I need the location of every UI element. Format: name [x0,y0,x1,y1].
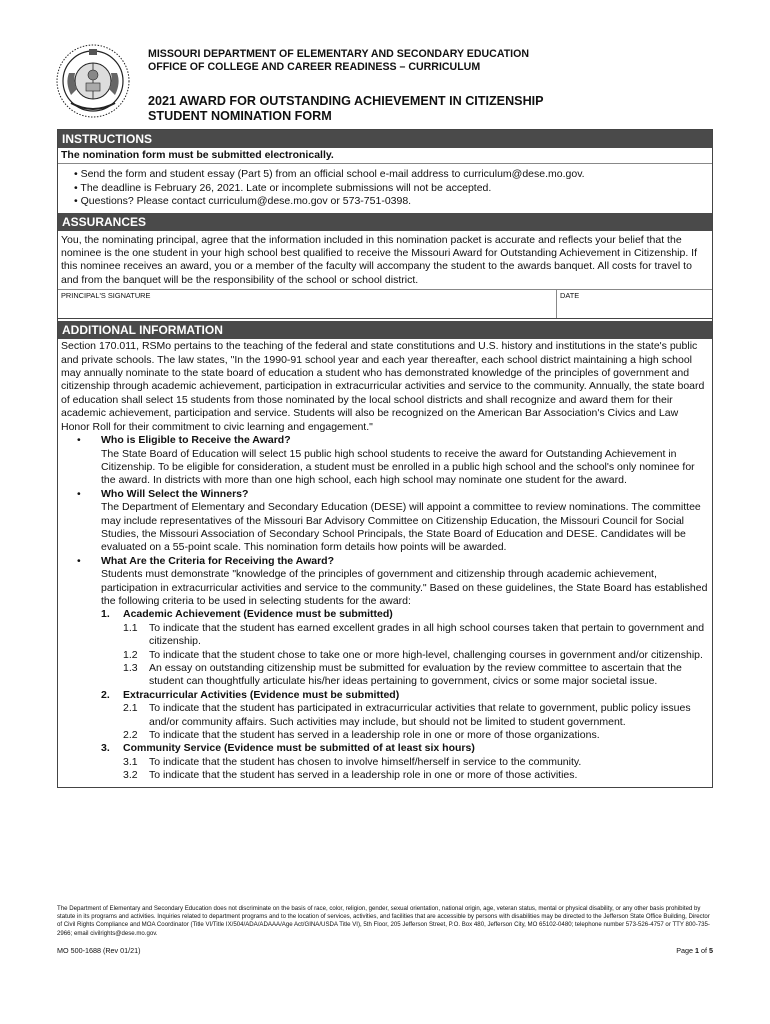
sub-criterion [123,729,709,742]
additional-heading: ADDITIONAL INFORMATION [58,321,712,339]
nondiscrimination-notice: The Department of Elementary and Secondary Education does not discriminate on the basis of race, color, religion, gender, sexual orientation, national origin, age, veteran status, mental or physical disability, or any other basis prohibited by statute in its programs and activities. Inquiries related to department programs and to the location of services, activities, and facilities that are accessible by persons with disabilities may be directed to the Jefferson State Office Building, Director of Civil Rights Compliance and MOA Coordinator (Title VI/Title IX/504/ADA/ADAAA/Age Act/GINA/USDA Title VI), 5th Floor, 205 Jefferson Street, P.O. Box 480, Jefferson City, MO 65102-0480; telephone number 573-526-4757 or TTY 800-735-2966; email civilrights@dese.mo.gov. [57,905,710,937]
additional-body [58,339,712,786]
sub-criterion [123,649,709,662]
additional-intro: Section 170.011, RSMo pertains to the teaching of the federal and state constitutions and U.S. history and institutions in the state's public and private schools. The law states, "In the 1990-91 school year and each year thereafter, each school district maintaining a high school may annually nominate to the state board of education a student who has demonstrated knowledge of the principles of government and citizenship through academic achievement, participation in extracurricular activities and service to the community. Annually, the state board of education shall select 15 students from those nominated by the local school districts and shall recognize and award them for their academic achievement, participation and service. Students will also be recognized on the American Bar Association's Civics and Law Honor Roll for their commitment to civic learning and engagement." [61,340,705,433]
assurances-text: You, the nominating principal, agree that the information included in this nomination packet is accurate and reflects your belief that the nominee is the one student in your high school best qualified to receive the Missouri Award for Outstanding Achievement in Citizenship. If this nominee receives an award, you or a member of the faculty will accompany the student to the awards banquet. All costs for travel to and from the banquet will be the responsibility of the school or school district. [61,233,697,286]
sub-criterion-text: To indicate that the student has served in a leadership role in one or more of those activities. [149,769,578,782]
agency-header [148,48,529,74]
criterion-number: 2. [101,688,110,701]
principal-signature-label: PRINCIPAL'S SIGNATURE [61,291,151,301]
bullet: • [77,487,81,500]
criterion-title: Academic Achievement (Evidence must be submitted) [123,608,393,621]
question-title: Who Will Select the Winners? [101,487,249,500]
page-prefix: Page [676,946,695,955]
question-body: The Department of Elementary and Secondary Education (DESE) will appoint a committee to review nominations. The committee may include representatives of the Missouri Bar Advisory Committee on Citizenship Education, the Missouri Council for Social Studies, the Missouri Association of Secondary School Principals, the State Board of Education and DESE. Candidates will be evaluated on a 55-point scale. This nomination form details how points will be awarded. [101,501,701,554]
criterion-number: 3. [101,742,110,755]
sub-criterion-number: 3.1 [123,755,138,768]
criterion-title: Community Service (Evidence must be submitted of at least six hours) [123,742,475,755]
sub-criterion-number: 1.1 [123,621,138,634]
criterion-title: Extracurricular Activities (Evidence must be submitted) [123,688,400,701]
sub-criterion-number: 1.2 [123,648,138,661]
criterion [101,689,709,743]
signature-row [58,289,712,318]
form-title-line-1: 2021 AWARD FOR OUTSTANDING ACHIEVEMENT IN CITIZENSHIP [148,94,544,108]
sub-criterion-number: 3.2 [123,769,138,782]
sub-criterion-number: 1.3 [123,662,138,674]
assurances-heading: ASSURANCES [58,213,712,231]
instruction-item: • Questions? Please contact curriculum@dese.mo.gov or 573-751-0398. [74,195,412,208]
bullet: • [77,434,81,447]
missouri-state-seal-icon [55,43,131,119]
question-title: What Are the Criteria for Receiving the Award? [101,554,334,567]
criterion-number: 1. [101,608,110,621]
question-item [61,434,709,488]
page-number [676,944,713,957]
bullet: • [77,554,81,567]
sub-criterion [123,702,709,729]
sub-criterion [123,662,709,689]
instruction-item: • Send the form and student essay (Part 5) from an official school e-mail address to curriculum@dese.mo.gov. [74,168,585,181]
form-title [148,94,544,124]
question-item [61,488,709,555]
page-of: of [699,946,709,955]
sub-criterion-text: To indicate that the student has participated in extracurricular activities that relate to government, public policy issues and/or community affairs. Such activities may include, but should not be limited to student government. [149,702,691,728]
agency-line-2: OFFICE OF COLLEGE AND CAREER READINESS – CURRICULUM [148,61,481,73]
sub-criterion [123,769,709,782]
instructions-lead: The nomination form must be submitted electronically. [58,148,712,164]
page-current: 1 [695,946,699,955]
sub-criterion-text: To indicate that the student has chosen to involve himself/herself in service to the community. [149,755,582,768]
form-number: MO 500-1688 (Rev 01/21) [57,946,141,955]
date-label: DATE [560,291,580,301]
date-field[interactable] [556,290,712,318]
form-title-line-2: STUDENT NOMINATION FORM [148,109,332,123]
sub-criterion-text: To indicate that the student has earned excellent grades in all high school courses taken that pertain to government and citizenship. [149,621,705,648]
instruction-item: • The deadline is February 26, 2021. Late or incomplete submissions will not be accepted. [74,181,492,194]
instructions-heading: INSTRUCTIONS [58,130,712,148]
question-item [61,555,709,783]
question-title: Who is Eligible to Receive the Award? [101,434,291,447]
sub-criterion-text: An essay on outstanding citizenship must be submitted for evaluation by the review committee to ascertain that the student can thoughtfully articulate his/her ideas pertaining to government, civics or some major societal issue. [149,662,682,688]
form-frame [57,129,713,788]
page-total: 5 [709,946,713,955]
principal-signature-field[interactable] [58,290,556,318]
agency-line-1: MISSOURI DEPARTMENT OF ELEMENTARY AND SECONDARY EDUCATION [148,48,529,60]
sub-criterion-number: 2.2 [123,729,138,742]
sub-criterion-number: 2.1 [123,702,138,715]
sub-criterion-text: To indicate that the student has served in a leadership role in one or more of those organizations. [149,729,600,742]
sub-criterion-text: To indicate that the student chose to take one or more high-level, challenging courses in government and/or citizenship. [149,648,703,661]
sub-criterion [123,756,709,769]
sub-criterion [123,622,709,649]
instructions-list [58,164,712,212]
question-body: Students must demonstrate "knowledge of the principles of government and citizenship through academic achievement, participation in extracurricular activities and service to the community." Based on these guidelines, the State Board has established the following criteria to be used in selecting students for the award: [101,568,708,607]
question-body: The State Board of Education will select 15 public high school students to receive the award for Outstanding Achievement in Citizenship. To be eligible for consideration, a student must be enrolled in a public high school and the school's only nominee for the award. In districts with more than one high school, each high school may nominate one student for the award. [101,447,695,487]
criterion [101,608,709,688]
criterion [101,742,709,782]
